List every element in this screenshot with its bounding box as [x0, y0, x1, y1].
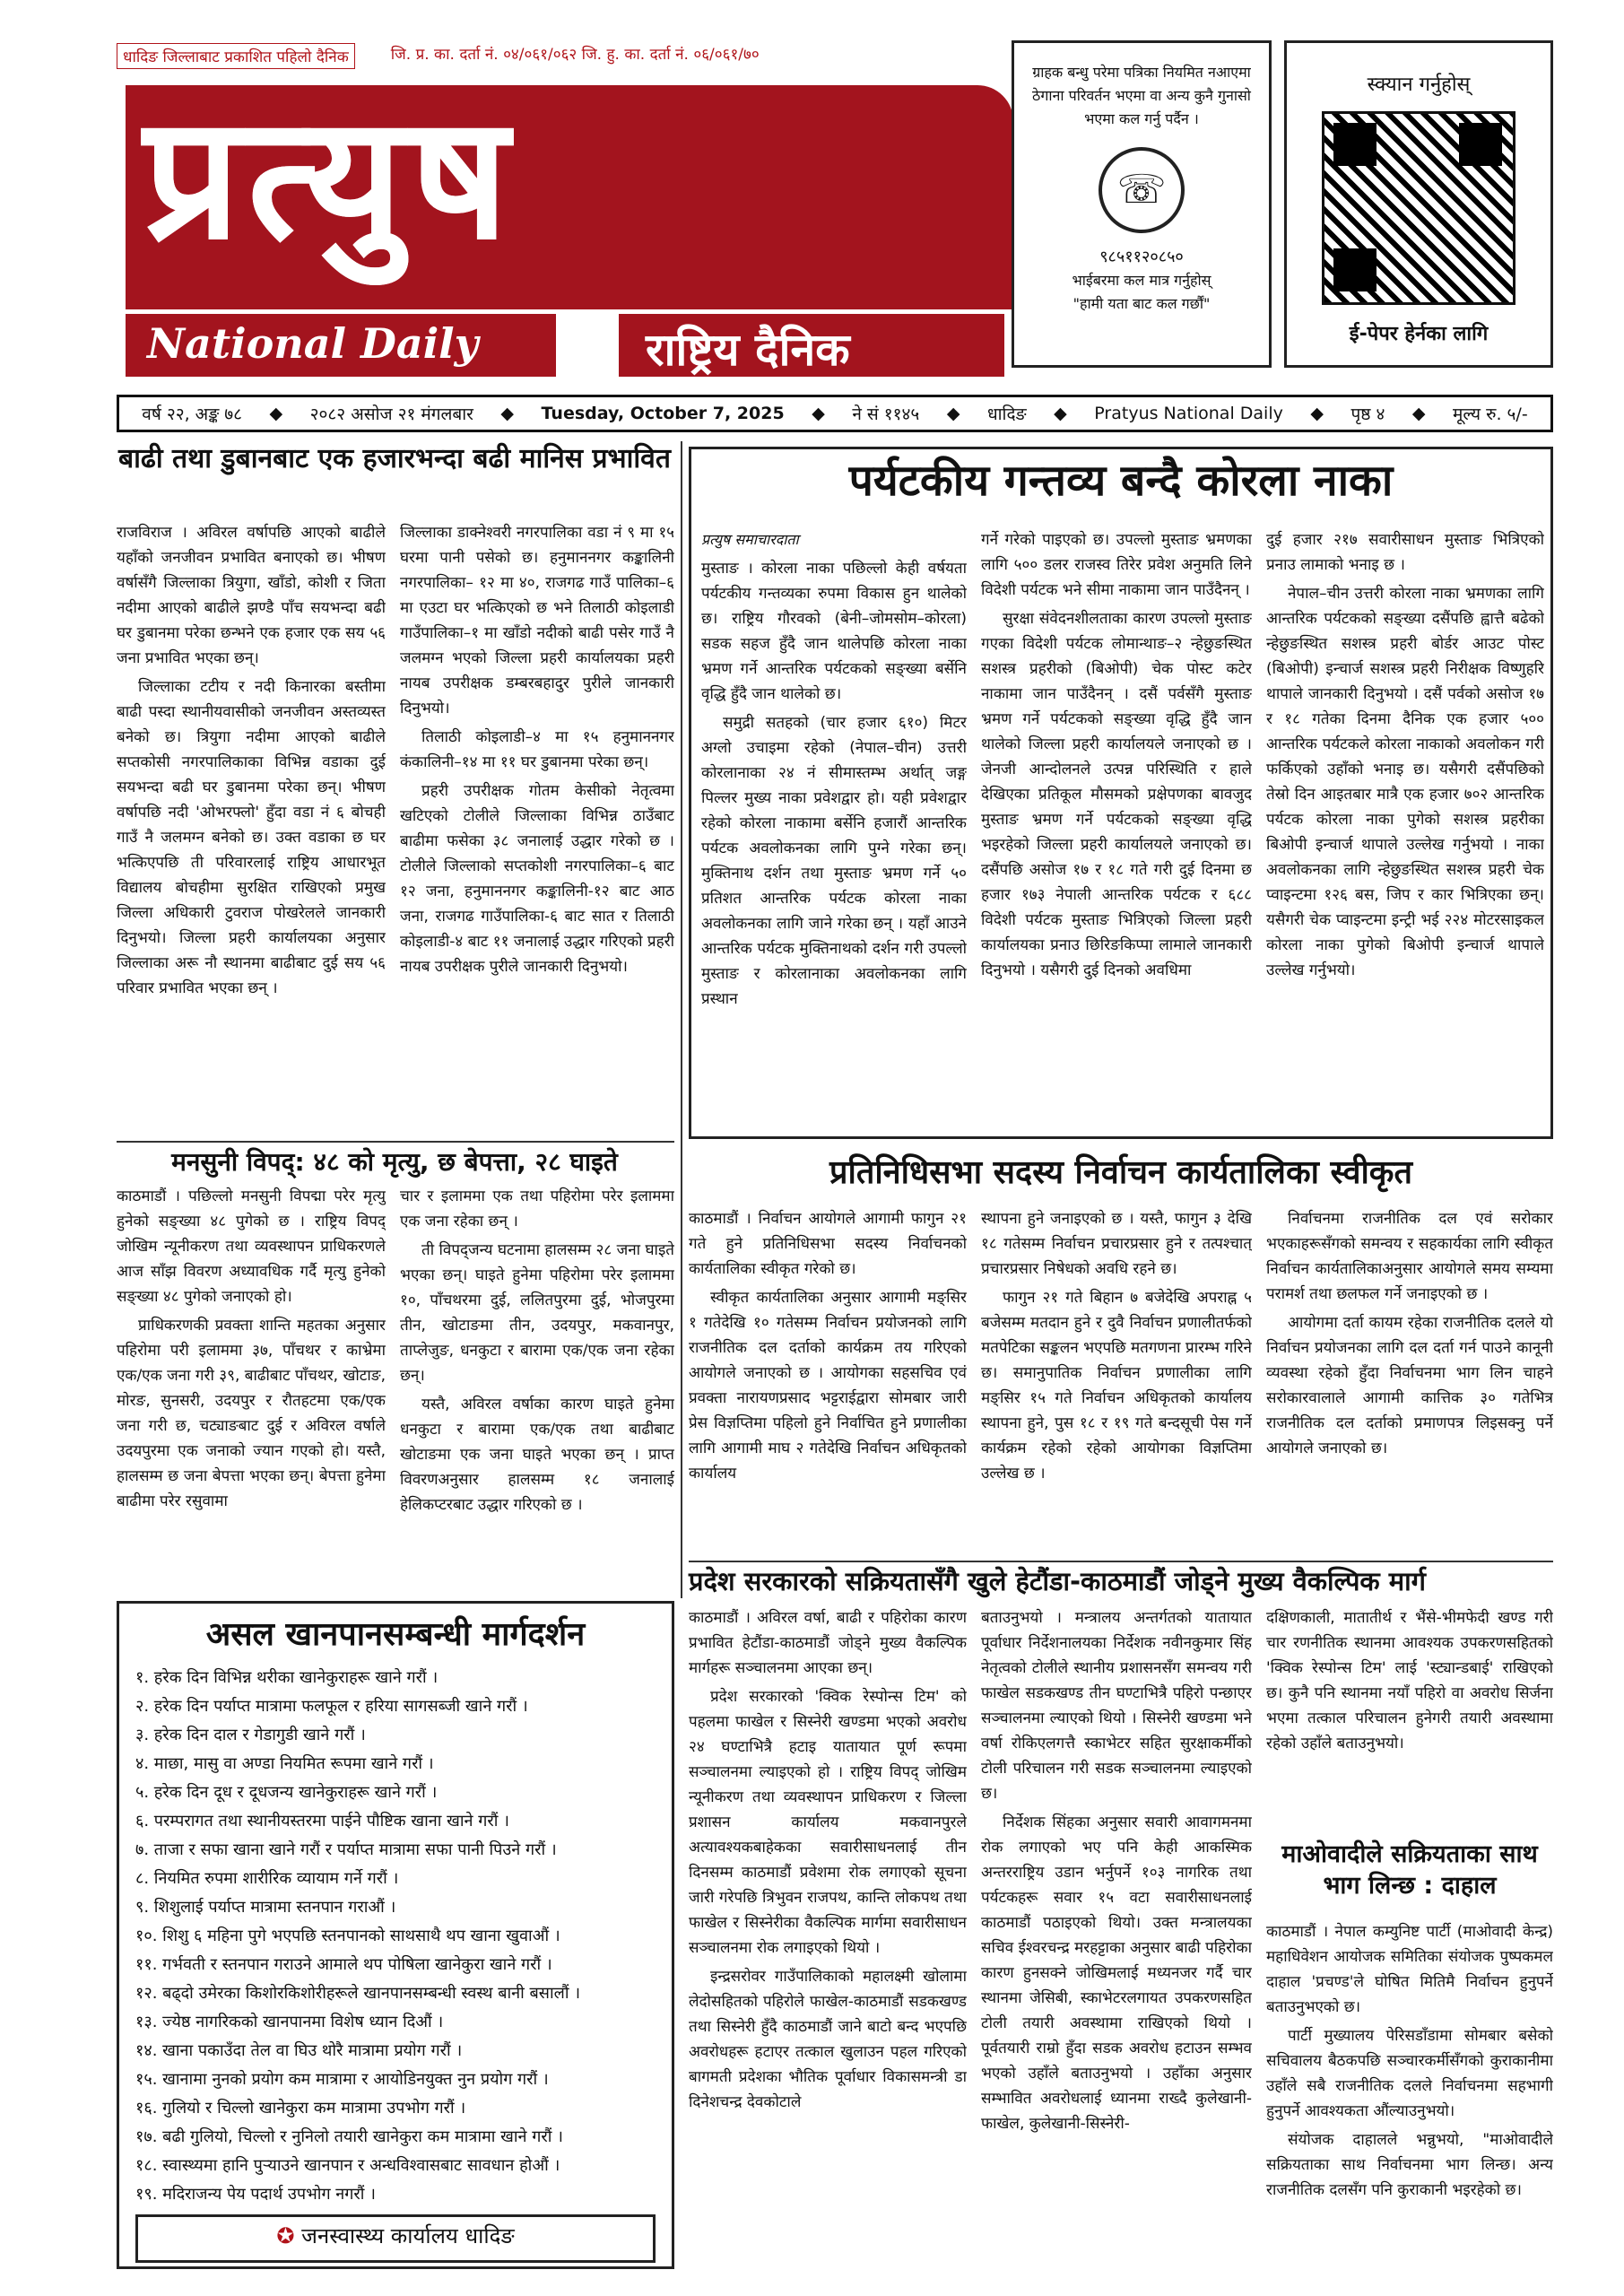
- article-korala-col1: [701, 527, 967, 1130]
- article-korala-col2: [981, 527, 1252, 1130]
- paragraph: काठमाडौं । निर्वाचन आयोगले आगामी फागुन २१ गते हुने प्रतिनिधिसभा सदस्य निर्वाचनको कार्यतालिका स्वीकृत गरेको छ।: [689, 1210, 967, 1278]
- paragraph: सुरक्षा संवेदनशीलताका कारण उपल्लो मुस्ताङ गएका विदेशी पर्यटक लोमान्थाङ–२ न्हेछुङस्थित सशस्त्र प्रहरीको (बिओपी) चेक पोस्ट कटेर नाकामा जान पाउँदैनन् । दसैं पर्वसँगै मुस्ताङ भ्रमण गर्ने पर्यटकको सङ्ख्या वृद्धि हुँदै जान थालेको जिल्ला प्रहरी कार्यालयले जनाएको छ । जेनजी आन्दोलनले उत्पन्न परिस्थिति र हाले देखिएका प्रतिकूल मौसमको प्रक्षेपणका बावजुद मुस्ताङ भ्रमण गर्ने पर्यटकको सङ्ख्या वृद्धि भइरहेको जिल्ला प्रहरी कार्यालयले जनाएको छ। दसैंपछि असोज १७ र १८ गते गरी दुई दिनमा छ हजार १७३ नेपाली आन्तरिक पर्यटक र ६८८ विदेशी पर्यटक मुस्ताङ भित्रिएको जिल्ला प्रहरी कार्यालयका प्रनाउ छिरिङकिप्पा लामाले जानकारी दिनुभयो । यसैगरी दुई दिनको अवधिमा: [981, 610, 1252, 979]
- qr-code-icon[interactable]: [1322, 111, 1515, 305]
- article-flood-col2: [400, 520, 674, 1139]
- article-road-col2: [981, 1605, 1252, 2269]
- list-item: १०. शिशु ६ महिना पुगे भएपछि स्तनपानको साथसाथै थप खाना खुवाऔं ।: [135, 1926, 560, 1945]
- diet-guide-list: [135, 1664, 656, 2209]
- paragraph: समुद्री सतहको (चार हजार ६१०) मिटर अग्लो उचाइमा रहेको (नेपाल–चीन) उत्तरी कोरलानाका २४ नं सीमास्तम्भ अर्थात् जङ्ग पिल्लर मुख्य नाका प्रवेशद्वार हो। यही प्रवेशद्वार रहेको कोरला नाकामा बर्सेनि हजारौं आन्तरिक पर्यटक अवलोकनका लागि पुग्ने गरेका छन्। मुक्तिनाथ दर्शन तथा मुस्ताङ भ्रमण गर्ने ५० प्रतिशत आन्तरिक पर्यटक कोरला नाका अवलोकनका लागि जाने गरेका छन् । यहाँ आउने आन्तरिक पर्यटक मुक्तिनाथको दर्शन गरी उपल्लो मुस्ताङ र कोरलानाका अवलोकनका लागि प्रस्थान: [701, 714, 967, 1008]
- list-item: १५. खानामा नुनको प्रयोग कम मात्रामा र आयोडिनयुक्त नुन प्रयोग गरौं ।: [135, 2069, 549, 2089]
- phone-icon: ☏: [1099, 147, 1185, 233]
- separator-icon: ◆: [812, 404, 825, 423]
- article-election-headline: प्रतिनिधिसभा सदस्य निर्वाचन कार्यतालिका स्वीकृत: [829, 1154, 1412, 1191]
- column-divider: [681, 441, 682, 1598]
- list-item: ६. परम्परागत तथा स्थानीयस्तरमा पाईने पौष्टिक खाना खाने गरौं ।: [135, 1811, 509, 1831]
- tagline-left: धादिङ जिल्लाबाट प्रकाशित पहिलो दैनिक: [117, 43, 355, 69]
- article-road-headline: प्रदेश सरकारको सक्रियतासँगै खुले हेटौंडा-काठमाडौं जोड्ने मुख्य वैकल्पिक मार्ग: [689, 1566, 1426, 1596]
- qr-box: [1284, 40, 1553, 368]
- article-flood-headline: बाढी तथा डुबानबाट एक हजारभन्दा बढी मानिस प्रभावित: [118, 443, 671, 474]
- paragraph: चार र इलाममा एक तथा पहिरोमा परेर इलाममा एक जना रहेका छन् ।: [400, 1187, 674, 1231]
- list-item: १७. बढी गुलियो, चिल्लो र नुनिलो तयारी खानेकुरा कम मात्रामा खाने गरौं ।: [135, 2126, 563, 2146]
- article-election-col2: [981, 1206, 1252, 1561]
- paragraph: इन्द्रसरोवर गाउँपालिकाको महालक्ष्मी खोलामा लेदोसहितको पहिरोले फाखेल-काठमाडौं सडकखण्ड तथा सिस्नेरी हुँदै काठमाडौं जाने बाटो बन्द भएपछि अवरोधहरू हटाएर तत्काल खुलाउन पहल गरिएको बागमती प्रदेशका भौतिक पूर्वाधार विकासमन्त्री डा दिनेशचन्द्र देवकोटाले: [689, 1968, 967, 2111]
- paragraph: पार्टी मुख्यालय पेरिसडाँडामा सोमबार बसेको सचिवालय बैठकपछि सञ्चारकर्मीसँगको कुराकानीमा उहाँले सबै राजनीतिक दलले निर्वाचनमा सहभागी हुनुपर्ने आवश्यकता औंल्याउनुभयो।: [1266, 2027, 1553, 2120]
- list-item: १६. गुलियो र चिल्लो खानेकुरा कम मात्रामा उपभोग गरौं ।: [135, 2098, 466, 2118]
- date-english: Tuesday, October 7, 2025: [541, 404, 785, 423]
- list-item: ३. हरेक दिन दाल र गेडागुडी खाने गरौं ।: [135, 1725, 366, 1744]
- paragraph: मुस्ताङ । कोरला नाका पछिल्लो केही वर्षयता पर्यटकीय गन्तव्यका रुपमा विकास हुन थालेको छ। राष्ट्रिय गौरवको (बेनी–जोमसोम–कोरला) सडक सहज हुँदै जान थालेपछि कोरला नाका भ्रमण गर्ने आन्तरिक पर्यटकको सङ्ख्या बर्सेनि वृद्धि हुँदै जान थालेको छ।: [701, 560, 967, 703]
- diet-guide-footer-text: जनस्वास्थ्य कार्यालय धादिङ: [301, 2222, 515, 2248]
- article-monsoon-col1: [117, 1184, 386, 1592]
- paragraph: काठमाडौं । अविरल वर्षा, बाढी र पहिरोका कारण प्रभावित हेटौंडा-काठमाडौं जोड्ने मुख्य वैकल्पिक मार्गहरू सञ्चालनमा आएका छन्।: [689, 1609, 967, 1677]
- list-item: ११. गर्भवती र स्तनपान गराउने आमाले थप पोषिला खानेकुरा खाने गरौं ।: [135, 1954, 552, 1974]
- contact-viber: भाईबरमा कल मात्र गर्नुहोस्: [1072, 272, 1211, 289]
- paragraph: दक्षिणकाली, मातातीर्थ र भैंसे-भीमफेदी खण्ड गरी चार रणनीतिक स्थानमा आवश्यक उपकरणसहितको 'क्विक रेस्पोन्स टिम' लाई 'स्ट्यान्डबाई' राखिएको छ। कुनै पनि स्थानमा नयाँ पहिरो वा अवरोध सिर्जना भएमा तत्काल परिचालन हुनेगरी तयारी अवस्थामा रहेको उहाँले बताउनुभयो।: [1266, 1609, 1553, 1752]
- list-item: १९. मदिराजन्य पेय पदार्थ उपभोग नगरौं ।: [135, 2184, 377, 2204]
- article-flood-col1: [117, 520, 386, 1139]
- paragraph: प्राधिकरणकी प्रवक्ता शान्ति महतका अनुसार पहिरोमा परी इलाममा ३७, पाँचथर र काभ्रेमा एक/एक जना गरी ३९, बाढीबाट पाँचथर, खोटाङ, मोरङ, सुनसरी, उदयपुर र रौतहटमा एक/एक जना गरी छ, चट्याङबाट दुई र अविरल वर्षाले उदयपुरमा एक जनाको ज्यान गएको हो। यस्तै, हालसम्म छ जना बेपत्ता भएका छन्। बेपत्ता हुनेमा बाढीमा परेर रसुवामा: [117, 1317, 386, 1510]
- paragraph: प्रहरी उपरीक्षक गोतम केसीको नेतृत्वमा खटिएको टोलीले जिल्लाका विभिन्न ठाउँबाट बाढीमा फसेका ३८ जनालाई उद्धार गरेको छ । टोलीले जिल्लाको सप्तकोशी नगरपालिका–६ बाट १२ जना, हनुमाननगर कङ्कालिनी-१२ बाट आठ जना, राजगढ गाउँपालिका-६ बाट सात र तिलाठी कोइलाडी-४ बाट ११ जनालाई उद्धार गरिएको प्रहरी नायब उपरीक्षक पुरीले जानकारी दिनुभयो।: [400, 782, 674, 976]
- paragraph: ती विपद्जन्य घटनामा हालसम्म २८ जना घाइते भएका छन्। घाइते हुनेमा पहिरोमा परेर इलाममा १०, पाँचथरमा दुई, ललितपुरमा दुई, भोजपुरमा तीन, खोटाङमा तीन, उदयपुर, मकवानपुर, ताप्लेजुङ, धनकुटा र बारामा एक/एक जना रहेका छन्।: [400, 1241, 674, 1385]
- logo-nepali: राष्ट्रिय दैनिक: [619, 314, 1004, 377]
- list-item: ८. नियमित रुपमा शारीरिक व्यायाम गर्ने गरौं ।: [135, 1868, 399, 1888]
- paragraph: आयोगमा दर्ता कायम रहेका राजनीतिक दलले यो निर्वाचन प्रयोजनका लागि दल दर्ता गर्न पाउने कानूनी व्यवस्था रहेको हुँदा निर्वाचनमा भाग लिन चाहने सरोकारवालाले आगामी कात्तिक ३० गतेभित्र राजनीतिक दल दर्ताको प्रमाणपत्र लिइसक्नु पर्ने आयोगले जनाएको छ।: [1266, 1314, 1553, 1457]
- nepal-sambat: ने सं ११४५: [852, 404, 920, 424]
- diet-guide-title: असल खानपानसम्बन्धी मार्गदर्शन: [205, 1616, 586, 1653]
- list-item: ४. माछा, मासु वा अण्डा नियमित रूपमा खाने गरौं ।: [135, 1753, 434, 1773]
- paragraph: फागुन २१ गते बिहान ७ बजेदेखि अपराह्न ५ बजेसम्म मतदान हुने र दुवै निर्वाचन प्रणालीतर्फको मतपेटिका सङ्कलन भएपछि मतगणना प्रारम्भ गरिने छ। समानुपातिक निर्वाचन प्रणालीका लागि मङ्सिर १५ गते निर्वाचन अधिकृतको कार्यालय स्थापना हुने, पुस १८ र १९ गते बन्दसूची पेस गर्ने कार्यक्रम रहेको रहेको आयोगका विज्ञप्तिमा उल्लेख छ ।: [981, 1289, 1252, 1483]
- article-maoist-col: [1266, 1919, 1553, 2269]
- paragraph: संयोजक दाहालले भन्नुभयो, "माओवादीले सक्रियताका साथ निर्वाचनमा भाग लिन्छ। अन्य राजनीतिक दलसँग पनि कुराकानी भइरहेको छ।: [1266, 2131, 1553, 2199]
- article-monsoon-col2: [400, 1184, 674, 1592]
- paragraph: नेपाल–चीन उत्तरी कोरला नाका भ्रमणका लागि आन्तरिक पर्यटकको सङ्ख्या दसैंपछि ह्वात्तै बढेको न्हेछुङस्थित सशस्त्र प्रहरी बोर्डर आउट पोस्ट (बिओपी) इन्चार्ज सशस्त्र प्रहरी निरीक्षक विष्णुहरि थापाले जानकारी दिनुभयो । दसैं पर्वको असोज १७ र १८ गतेका दिनमा दैनिक एक हजार ५०० आन्तरिक पर्यटकले कोरला नाकाको अवलोकन गरी फर्किएको उहाँको भनाइ छ। यसैगरी दसैंपछिको तेस्रो दिन आइतबार मात्रै एक हजार ७०२ आन्तरिक पर्यटक कोरला नाका पुगेको सशस्त्र प्रहरीका बिओपी इन्चार्ज थापाले उल्लेख गर्नुभयो । नाका अवलोकनका लागि न्हेछुङस्थित सशस्त्र प्रहरी चेक प्वाइन्टमा १२६ बस, जिप र कार भित्रिएका छन्। यसैगरी चेक प्वाइन्टमा इन्ट्री भई २२४ मोटरसाइकल कोरला नाका पुगेको बिओपी इन्चार्ज थापाले उल्लेख गर्नुभयो।: [1266, 585, 1544, 979]
- list-item: २. हरेक दिन पर्याप्त मात्रामा फलफूल र हरिया सागसब्जी खाने गरौं ।: [135, 1696, 528, 1716]
- article-korala-headline: पर्यटकीय गन्तव्य बन्दै कोरला नाका: [848, 456, 1394, 506]
- logo-title: प्रत्युष: [143, 77, 517, 277]
- list-item: ७. ताजा र सफा खाना खाने गरौं र पर्याप्त मात्रामा सफा पानी पिउने गरौं ।: [135, 1839, 557, 1859]
- paragraph: जिल्लाका डाक्नेश्वरी नगरपालिका वडा नं ९ मा १५ घरमा पानी पसेको छ। हनुमाननगर कङ्कालिनी नगरपालिका– १२ मा ४०, राजगढ गाउँ पालिका–६ मा एउटा घर भत्किएको छ भने तिलाठी कोइलाडी गाउँपालिका–१ मा खाँडो नदीको बाढी पसेर गाउँ नै जलमग्न भएको जिल्ला प्रहरी कार्यालयका प्रहरी नायब उपरीक्षक डम्बरबहादुर पुरीले जानकारी दिनुभयो।: [400, 524, 674, 718]
- byline: प्रत्युष समाचारदाता: [701, 531, 799, 548]
- paragraph: काठमाडौं । नेपाल कम्युनिष्ट पार्टी (माओवादी केन्द्र) महाधिवेशन आयोजक समितिका संयोजक पुष्पकमल दाहाल 'प्रचण्ड'ले घोषित मितिमै निर्वाचन हुनुपर्ने बताउनुभएको छ।: [1266, 1923, 1553, 2016]
- paragraph: गर्ने गरेको पाइएको छ। उपल्लो मुस्ताङ भ्रमणका लागि ५०० डलर राजस्व तिरेर प्रवेश अनुमति लिने विदेशी पर्यटक भने सीमा नाकामा जान पाउँदैनन् ।: [981, 531, 1252, 599]
- logo-english: National Daily: [126, 314, 556, 377]
- emblem-icon: ✪: [276, 2222, 295, 2248]
- article-monsoon-headline: मनसुनी विपद्: ४८ को मृत्यु, छ बेपत्ता, २८ घाइते: [171, 1147, 618, 1177]
- paragraph: यस्तै, अविरल वर्षाका कारण घाइते हुनेमा धनकुटा र बारामा एक/एक तथा बाढीबाट खोटाङमा एक जना घाइते भएका छन् । प्राप्त विवरणअनुसार हालसम्म १८ जनालाई हेलिकप्टरबाट उद्धार गरिएको छ ।: [400, 1396, 674, 1514]
- qr-title: स्क्यान गर्नुहोस्: [1367, 74, 1471, 96]
- list-item: ५. हरेक दिन दूध र दूधजन्य खानेकुराहरू खाने गरौं ।: [135, 1782, 438, 1802]
- list-item: १४. खाना पकाउँदा तेल वा घिउ थोरै मात्रामा प्रयोग गरौं ।: [135, 2040, 463, 2060]
- diet-guide-box: [117, 1601, 674, 2269]
- page-number: पृष्ठ ४: [1350, 404, 1385, 424]
- masthead-tagline: [117, 43, 1004, 69]
- paragraph: निर्वाचनमा राजनीतिक दल एवं सरोकार भएकाहरूसँगको समन्वय र सहकार्यका लागि स्वीकृत निर्वाचन कार्यतालिकाअनुसार आयोगले समय सम्यमा परामर्श तथा छलफल गर्ने जनाइएको छ ।: [1266, 1210, 1553, 1303]
- list-item: १२. बढ्दो उमेरका किशोरकिशोरीहरूले खानपानसम्बन्धी स्वस्थ बानी बसालौं ।: [135, 1983, 581, 2003]
- date-nepali: २०८२ असोज २१ मंगलबार: [309, 404, 473, 424]
- column-divider: [117, 1141, 674, 1143]
- article-election-col3: [1266, 1206, 1553, 1561]
- separator-icon: ◆: [1411, 404, 1426, 423]
- paragraph: बताउनुभयो । मन्त्रालय अन्तर्गतको यातायात पूर्वाधार निर्देशनालयका निर्देशक नवीनकुमार सिंह नेतृत्वको टोलीले स्थानीय प्रशासनसँग समन्वय गरी फाखेल सडकखण्ड तीन घण्टाभित्रै पहिरो पन्छाएर सञ्चालनमा ल्याएको थियो । सिस्नेरी खण्डमा भने वर्षा रोकिएलगत्तै स्काभेटर सहित सुरक्षाकर्मीको टोली परिचालन गरी सडक सञ्चालनमा ल्याइएको छ।: [981, 1609, 1252, 1803]
- column-divider: [689, 1561, 1553, 1562]
- paragraph: निर्देशक सिंहका अनुसार सवारी आवागमनमा रोक लगाएको भए पनि केही आकस्मिक अन्तरराष्ट्रिय उडान भर्नुपर्ने १०३ नागरिक तथा पर्यटकहरू सवार १५ वटा सवारीसाधनलाई काठमाडौं पठाइएको थियो। उक्त मन्त्रालयका सचिव ईश्वरचन्द्र मरहट्टाका अनुसार बाढी पहिरोका कारण हुनसक्ने जोखिमलाई मध्यनजर गर्दै चार स्थानमा जेसिबी, स्काभेटरलगायत उपकरणसहित टोली तयारी अवस्थामा राखिएको थियो । पूर्वतयारी राम्रो हुँदा सडक अवरोध हटाउन सम्भव भएको उहाँले बताउनुभयो । उहाँका अनुसार सम्भावित अवरोधलाई ध्यानमा राख्दै कुलेखानी-फाखेल, कुलेखानी-सिस्नेरी-: [981, 1813, 1252, 2133]
- contact-phone: ९८५११२०८५०: [1099, 248, 1184, 266]
- paragraph: राजविराज । अविरल वर्षापछि आएको बाढीले यहाँको जनजीवन प्रभावित बनाएको छ। भीषण वर्षासँगै जिल्लाका त्रियुगा, खाँडो, कोशी र जिता नदीमा आएको बाढीले झण्डै पाँच सयभन्दा बढी घर डुबानमा परेका छन्भने एक हजार एक सय ५६ जना प्रभावित भएका छन्।: [117, 524, 386, 667]
- qr-caption: ई-पेपर हेर्नका लागि: [1349, 323, 1489, 345]
- article-korala-col3: [1266, 527, 1544, 1130]
- paragraph: स्थापना हुने जनाइएको छ । यस्तै, फागुन ३ देखि १८ गतेसम्म निर्वाचन प्रचारप्रसार हुने र तत्पश्चात् प्रचारप्रसार निषेधको अवधि रहने छ।: [981, 1210, 1252, 1278]
- paragraph: तिलाठी कोइलाडी–४ मा १५ हनुमाननगर कंकालिनी–१४ मा ११ घर डुबानमा परेका छन्।: [400, 728, 674, 771]
- paragraph: जिल्लाका टटीय र नदी किनारका बस्तीमा बाढी पस्दा स्थानीयवासीको जनजीवन अस्तव्यस्त बनेको छ। त्रियुगा नदीमा आएको बाढीले सप्तकोसी नगरपालिकाका विभिन्न वडाका दुई सयभन्दा बढी घर डुबानमा परेका छन्। भीषण वर्षापछि नदी 'ओभरफ्लो' हुँदा वडा नं ६ बोचही गाउँ नै जलमग्न बनेको छ। उक्त वडाका छ घर भत्किएपछि ती परिवारलाई राष्ट्रिय आधारभूत विद्यालय बोचहीमा सुरक्षित राखिएको प्रमुख जिल्ला अधिकारी टुवराज पोखरेलले जानकारी दिनुभयो। जिल्ला प्रहरी कार्यालयका अनुसार जिल्लाका अरू नौ स्थानमा बाढीबाट दुई सय ५६ परिवार प्रभावित भएका छन् ।: [117, 678, 386, 997]
- info-bar: [117, 395, 1553, 432]
- separator-icon: ◆: [946, 404, 960, 423]
- contact-quote: "हामी यता बाट कल गर्छौं": [1073, 295, 1211, 312]
- paper-name: Pratyus National Daily: [1094, 404, 1283, 423]
- article-road-col3: [1266, 1605, 1553, 1830]
- separator-icon: ◆: [269, 404, 283, 423]
- article-election-col1: [689, 1206, 967, 1561]
- list-item: १३. ज्येष्ठ नागरिकको खानपानमा विशेष ध्यान दिऔं ।: [135, 2012, 444, 2031]
- tagline-right: जि. प्र. का. दर्ता नं. ०४/०६१/०६२ जि. हु. का. दर्ता नं. ०६/०६१/७०: [390, 46, 760, 64]
- separator-icon: ◆: [500, 404, 515, 423]
- diet-guide-footer: [135, 2214, 656, 2263]
- paragraph: प्रदेश सरकारको 'क्विक रेस्पोन्स टिम' को पहलमा फाखेल र सिस्नेरी खण्डमा भएको अवरोध २४ घण्टाभित्रै हटाइ यातायात पूर्ण रूपमा सञ्चालनमा ल्याइएको हो । राष्ट्रिय विपद् जोखिम न्यूनीकरण तथा व्यवस्थापन प्राधिकरण र जिल्ला प्रशासन कार्यालय मकवानपुरले अत्यावश्यकबाहेकका सवारीसाधनलाई तीन दिनसम्म काठमाडौं प्रवेशमा रोक लगाएको सूचना जारी गरेपछि त्रिभुवन राजपथ, कान्ति लोकपथ तथा फाखेल र सिस्नेरीका वैकल्पिक मार्गमा सवारीसाधन सञ्चालनमा रोक लगाइएको थियो ।: [689, 1688, 967, 1957]
- separator-icon: ◆: [1310, 404, 1324, 423]
- paragraph: दुई हजार २१७ सवारीसाधन मुस्ताङ भित्रिएको प्रनाउ लामाको भनाइ छ ।: [1266, 531, 1544, 574]
- list-item: ९. शिशुलाई पर्याप्त मात्रामा स्तनपान गराऔं ।: [135, 1897, 396, 1917]
- issue-number: वर्ष २२, अङ्क ७८: [142, 404, 243, 424]
- article-road-col1: [689, 1605, 967, 2269]
- price: मूल्य रु. ५/-: [1453, 404, 1528, 424]
- district: धादिङ: [986, 404, 1027, 424]
- contact-text: ग्राहक बन्धु परेमा पत्रिका नियमित नआएमा ठेगाना परिवर्तन भएमा वा अन्य कुनै गुनासो भएमा कल गर्नु पर्दैन ।: [1032, 64, 1251, 127]
- paragraph: काठमाडौं । पछिल्लो मनसुनी विपद्मा परेर मृत्यु हुनेको सङ्ख्या ४८ पुगेको छ । राष्ट्रिय विपद् जोखिम न्यूनीकरण तथा व्यवस्थापन प्राधिकरणले आज साँझ विवरण अध्यावधिक गर्दै मृत्यु हुनेको सङ्ख्या ४८ पुगेको जनाएको हो।: [117, 1187, 386, 1306]
- separator-icon: ◆: [1054, 404, 1067, 423]
- paragraph: स्वीकृत कार्यतालिका अनुसार आगामी मङ्सिर १ गतेदेखि १० गतेसम्म निर्वाचन प्रयोजनको लागि राजनीतिक दल दर्ताको कार्यक्रम तय गरिएको आयोगले जनाएको छ । आयोगका सहसचिव एवं प्रवक्ता नारायणप्रसाद भट्टराईद्वारा सोमबार जारी प्रेस विज्ञप्तिमा पहिलो हुने निर्वाचित हुने प्रणालीका लागि आगामी माघ २ गतेदेखि निर्वाचन अधिकृतको कार्यालय: [689, 1289, 967, 1483]
- list-item: १. हरेक दिन विभिन्न थरीका खानेकुराहरू खाने गरौं ।: [135, 1667, 439, 1687]
- list-item: १८. स्वास्थ्यमा हानि पुऱ्याउने खानपान र अन्धविश्वासबाट सावधान होऔं ।: [135, 2155, 560, 2175]
- article-maoist-headline: माओवादीले सक्रियताका साथ भाग लिन्छ : दाहाल: [1281, 1840, 1538, 1900]
- contact-box: [1012, 40, 1272, 368]
